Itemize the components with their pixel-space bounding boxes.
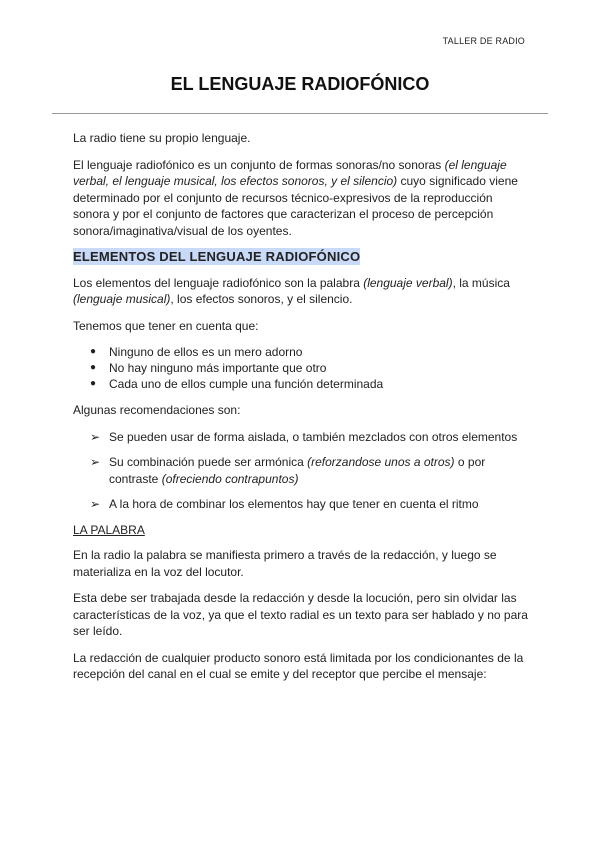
bullet-icon: ● (90, 362, 97, 373)
palabra-paragraph-3: La redacción de cualquier producto sonoro está limitada por los condicionantes de la recepción del canal en el cual se emite y del receptor que percibe el mensaje: (73, 650, 524, 681)
bullet-list (73, 344, 529, 392)
arrow-bullet-icon: ➢ (90, 429, 101, 444)
intro-paragraph-1: La radio tiene su propio lenguaje. (73, 131, 251, 145)
section-heading-elementos: ELEMENTOS DEL LENGUAJE RADIOFÓNICO (73, 249, 361, 264)
list-item: ● Cada uno de ellos cumple una función determinada (90, 377, 384, 391)
bullet-icon: ● (90, 378, 97, 389)
document-body (73, 130, 529, 693)
bullet-icon: ● (90, 346, 97, 357)
list-item: ➢ Se pueden usar de forma aislada, o también mezclados con otros elementos (90, 429, 518, 444)
palabra-paragraph-1: En la radio la palabra se manifiesta primero a través de la redacción, y luego se materializa en la voz del locutor. (73, 548, 497, 579)
list-item: ➢ Su combinación puede ser armónica (reforzandose unos a otros) o por contraste (ofreciendo contrapuntos) (90, 455, 486, 486)
elementos-paragraph: Los elementos del lenguaje radiofónico son la palabra (lenguaje verbal), la música (lenguaje musical), los efectos sonoros, y el silencio. (73, 275, 510, 306)
palabra-paragraph-2: Esta debe ser trabajada desde la redacción y desde la locución, pero sin olvidar las características de la voz, ya que el texto radial es un texto para ser hablado y no para ser leído. (73, 591, 528, 638)
arrow-bullet-icon: ➢ (90, 455, 101, 469)
title-divider (52, 113, 548, 114)
page-header: TALLER DE RADIO (442, 36, 525, 46)
list-item: ➢ A la hora de combinar los elementos hay que tener en cuenta el ritmo (90, 497, 479, 511)
document-title: EL LENGUAJE RADIOFÓNICO (170, 74, 430, 94)
list-item: ● No hay ninguno más importante que otro (90, 361, 327, 375)
list-item: ● Ninguno de ellos es un mero adorno (90, 345, 303, 359)
arrow-bullet-icon: ➢ (90, 497, 101, 511)
subheading-la-palabra: LA PALABRA (73, 522, 145, 537)
recommendation-list (73, 429, 529, 513)
intro-paragraph-2: El lenguaje radiofónico es un conjunto de formas sonoras/no sonoras (el lenguaje verbal, el lenguaje musical, los efectos sonoros, y el silencio) cuyo significado viene determinado por el conjunto de recursos técnico-expresivos de la reproducción sonora y por el conjunto de factores que caracterizan el proceso de percepción sonora/imaginativa/visual de los oyentes. (73, 157, 518, 238)
recomendaciones-paragraph: Algunas recomendaciones son: (73, 403, 241, 417)
tener-en-cuenta-paragraph: Tenemos que tener en cuenta que: (73, 318, 259, 333)
